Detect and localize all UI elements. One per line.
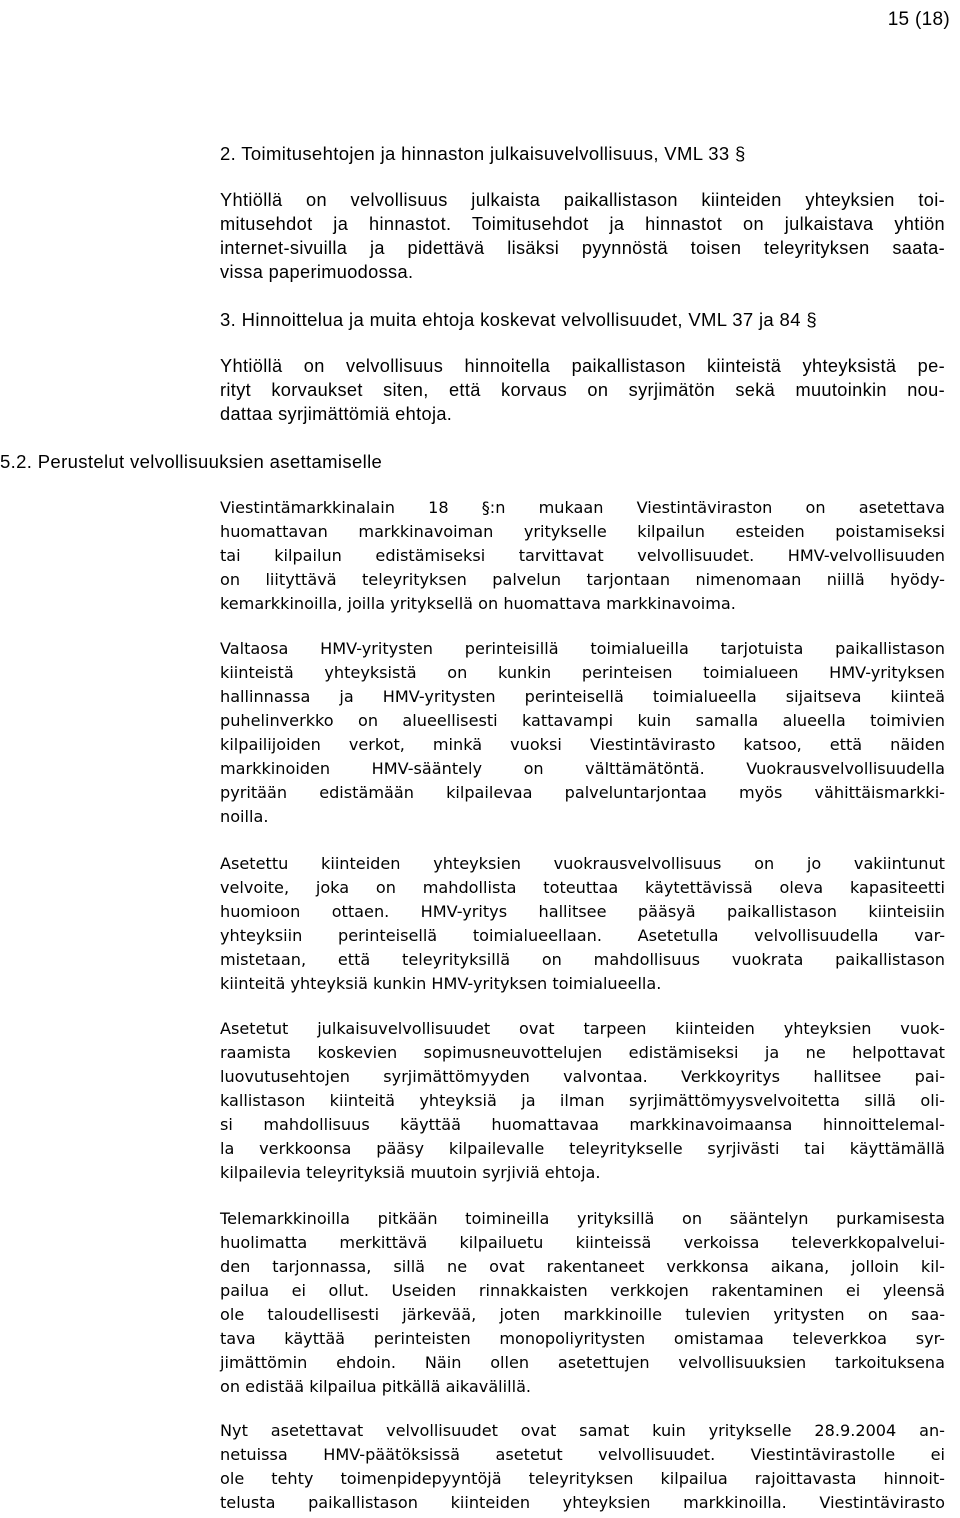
- text-line: puhelinverkko on alueellisesti kattavampi kuin samalla alueella toimivien: [220, 711, 945, 730]
- text-line: hallinnassa ja HMV-yritysten perinteisellä toimialueella sijaitseva kiinteä: [220, 687, 945, 706]
- subsection-2-paragraph: [220, 188, 945, 284]
- subsection-3-heading: 3. Hinnoittelua ja muita ehtoja koskevat velvollisuudet, VML 37 ja 84 §: [220, 309, 817, 330]
- section-paragraph-4: [220, 1017, 945, 1185]
- text-line: la verkkoonsa pääsy kilpailevalle teleyritykselle syrjivästi tai käyttämällä: [220, 1139, 945, 1158]
- subsection-2-heading: 2. Toimitusehtojen ja hinnaston julkaisuvelvollisuus, VML 33 §: [220, 143, 746, 164]
- text-line: ole taloudellisesti järkevää, joten markkinoille tulevien yritysten on saa-: [220, 1305, 945, 1324]
- text-line: yhteyksiin perinteisellä toimialueellaan. Asetetulla velvollisuudella var-: [220, 926, 945, 945]
- text-line: rityt korvaukset siten, että korvaus on syrjimätön sekä muutoinkin nou-: [220, 380, 945, 400]
- page-number: 15 (18): [887, 9, 950, 30]
- text-line: Yhtiöllä on velvollisuus hinnoitella paikallistason kiinteistä yhteyksistä pe-: [220, 356, 945, 376]
- text-line: Valtaosa HMV-yritysten perinteisillä toimialueilla tarjotuista paikallistason: [220, 639, 945, 658]
- text-line: huomattavan markkinavoiman yritykselle kilpailun esteiden poistamiseksi: [220, 522, 945, 541]
- text-line: pailua ei ollut. Useiden rinnakkaisten verkkojen rakentaminen ei yleensä: [220, 1281, 945, 1300]
- text-line: kilpailijoiden verkot, minkä vuoksi Viestintävirasto katsoo, että näiden: [220, 735, 945, 754]
- text-line: kiinteistä yhteyksistä on kunkin perinteisen toimialueen HMV-yrityksen: [220, 663, 945, 682]
- text-line: huomioon ottaen. HMV-yritys hallitsee pääsyä paikallistason kiinteisiin: [220, 902, 945, 921]
- text-line: dattaa syrjimättömiä ehtoja.: [220, 404, 453, 424]
- text-line: Nyt asetettavat velvollisuudet ovat samat kuin yritykselle 28.9.2004 an-: [220, 1421, 945, 1440]
- text-line: kilpailevia teleyrityksiä muutoin syrjiviä ehtoja.: [220, 1163, 601, 1182]
- text-line: Viestintämarkkinalain 18 §:n mukaan Viestintäviraston on asetettava: [220, 498, 945, 517]
- text-line: on edistää kilpailua pitkällä aikavälillä.: [220, 1377, 532, 1396]
- text-line: pyritään edistämään kilpailevaa palveluntarjontaa myös vähittäismarkki-: [220, 783, 945, 802]
- text-line: raamista koskevien sopimusneuvottelujen edistämiseksi ja ne helpottavat: [220, 1043, 945, 1062]
- text-line: huolimatta merkittävä kilpailuetu kiinteissä verkoissa televerkkopalvelui-: [220, 1233, 945, 1252]
- section-5-2-heading: 5.2. Perustelut velvollisuuksien asettamiselle: [0, 451, 383, 472]
- text-line: Telemarkkinoilla pitkään toimineilla yrityksillä on sääntelyn purkamisesta: [220, 1209, 945, 1228]
- text-line: netuissa HMV-päätöksissä asetetut velvollisuudet. Viestintävirastolle ei: [220, 1445, 945, 1464]
- text-line: noilla.: [220, 807, 269, 826]
- text-line: jimättömin ehdoin. Näin ollen asetettujen velvollisuuksien tarkoituksena: [220, 1353, 945, 1372]
- section-paragraph-3: [220, 852, 945, 996]
- text-line: kemarkkinoilla, joilla yrityksellä on huomattava markkinavoima.: [220, 594, 736, 613]
- text-line: internet-sivuilla ja pidettävä lisäksi pyynnöstä toisen teleyrityksen saata-: [220, 238, 945, 258]
- text-line: kallistason kiinteitä yhteyksiä ja ilman syrjimättömyysvelvoitetta sillä oli-: [220, 1091, 945, 1110]
- text-line: mistetaan, että teleyrityksillä on mahdollisuus vuokrata paikallistason: [220, 950, 945, 969]
- text-line: on liityttävä teleyrityksen palvelun tarjontaan nimenomaan niillä hyödy-: [220, 570, 945, 589]
- text-line: Asetettu kiinteiden yhteyksien vuokrausvelvollisuus on jo vakiintunut: [220, 854, 945, 873]
- text-line: kiinteitä yhteyksiä kunkin HMV-yrityksen toimialueella.: [220, 974, 662, 993]
- text-line: tai kilpailun edistämiseksi tarvittavat velvollisuudet. HMV-velvollisuuden: [220, 546, 945, 565]
- text-line: mitusehdot ja hinnastot. Toimitusehdot ja hinnastot on julkaistava yhtiön: [220, 214, 945, 234]
- section-paragraph-6: [220, 1419, 945, 1515]
- text-line: velvoite, joka on mahdollista toteuttaa käytettävissä oleva kapasiteetti: [220, 878, 945, 897]
- text-line: den tarjonnassa, sillä ne ovat rakentaneet verkkonsa aikana, jolloin kil-: [220, 1257, 945, 1276]
- text-line: Yhtiöllä on velvollisuus julkaista paikallistason kiinteiden yhteyksien toi-: [220, 190, 945, 210]
- section-paragraph-2: [220, 637, 945, 829]
- text-line: Asetetut julkaisuvelvollisuudet ovat tarpeen kiinteiden yhteyksien vuok-: [220, 1019, 945, 1038]
- subsection-3-paragraph: [220, 354, 945, 426]
- text-line: luovutusehtojen syrjimättömyyden valvontaa. Verkkoyritys hallitsee pai-: [220, 1067, 945, 1086]
- text-line: ole tehty toimenpidepyyntöjä teleyrityksen kilpailua rajoittavasta hinnoit-: [220, 1469, 945, 1488]
- section-paragraph-5: [220, 1207, 945, 1399]
- text-line: tava käyttää perinteisten monopoliyritysten omistamaa televerkkoa syr-: [220, 1329, 945, 1348]
- text-line: vissa paperimuodossa.: [220, 262, 414, 282]
- section-paragraph-1: [220, 496, 945, 616]
- text-line: markkinoiden HMV-sääntely on välttämätöntä. Vuokrausvelvollisuudella: [220, 759, 945, 778]
- text-line: si mahdollisuus käyttää huomattavaa markkinavoimaansa hinnoittelemal-: [220, 1115, 945, 1134]
- text-line: telusta paikallistason kiinteiden yhteyksien markkinoilla. Viestintävirasto: [220, 1493, 945, 1512]
